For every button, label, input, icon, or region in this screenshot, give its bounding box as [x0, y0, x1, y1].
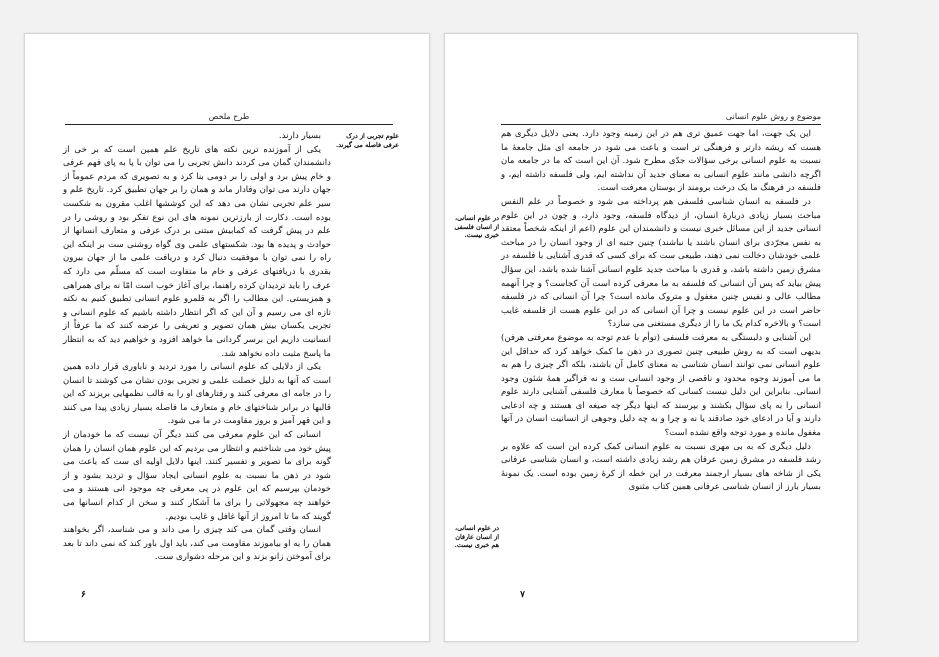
paragraph: در فلسفه به انسان شناسی فلسفی هم پرداخته می شود و خصوصاً در علم النفس مباحث بسیار زیادی دربارهٔ انسان، از دیدگاه فلسفه، وجود دارد، و چون در این علوم انسانی جدید از این مسائل خبری نیست و دانشمندان این علوم (اعم از اینکه شخصاً معتقد به نفس مجرّدی برای انسان باشند یا نباشند) چنین جنبه ای از وجود انسان را در مباحث علمی خودشان دخالت نمی دهند، طبیعی ست که برای کسی که قدری آشنایی با فلسفه در مشرق زمین داشته باشد، و قدری با مباحث جدید علوم انسانی آشنا شده باشد، این سؤال پیش بیاید که پس آن انسانی که فلسفه به ما معرفی کرده است آن کجاست؟ و چرا آنهمه مطالب عالی و نفیس چنین مغفول و متروک مانده است؟ چرا آن انسانی که در فلسفه حاضر است در این علوم نیست و چرا آن انسانی که در این علوم هست از فلسفه غایب است؟ و بالاخره کدام یک ما را از دیگری مستغنی می سازد؟	[501, 196, 821, 330]
page-number: ۶	[81, 590, 86, 600]
left-book-page	[24, 33, 430, 642]
paragraph: این یک جهت، اما جهت عمیق تری هم در این زمینه وجود دارد. یعنی دلایل دیگری هم هست که ریشه دارتر و فرهنگی تر است و باعث می شود در جامعه ای مثل جامعهٔ ما نسبت به علوم انسانی برخی سؤالات جدّی مطرح شود. آن این است که ما در جامعه مان اگرچه دانشی مانند علوم انسانی به معنای جدید آن نداشته ایم، ولی فلسفه داشته ایم، و فلسفه در فرهنگ ما یک درخت برومند از بوستان معرفت است.	[501, 129, 821, 194]
paragraph: دلیل دیگری که به بی مهری نسبت به علوم انسانی کمک کرده این است که علاوه بر رشد فلسفه در مشرق زمین عرفان هم رشد زیادی داشته است، و انسان شناسی عرفانی یکی از شاخه های بسیار ارجمند معرفت در این خطه از کرهٔ زمین بوده است. یک نمونهٔ بسیار بارز از انسان شناسی عرفانی همین کتاب مثنوی	[501, 441, 821, 493]
running-head: طرح ملخص	[65, 112, 393, 125]
page-number: ۷	[520, 590, 525, 600]
paragraph: یکی از دلایلی که علوم انسانی را مورد تردید و ناباوری قرار داده همین است که آنها به دلیل خصلت علمی و تجربی بودن نشان می کوشند تا انسان را در جامه ای معرفی کنند و رفتارهای او را به قالب نظمهایی بریزند که این قالبها در برابر شناختهای خام و متعارف ما فاصله بسیار زیادی پیدا می کنند و این قهر آمیز و بروز مقاومت در ما می شود.	[63, 362, 331, 427]
margin-note: در علوم انسانی، از انسان عارفان هم خبری نیست.	[454, 524, 499, 550]
paragraph: انسان وقتی گمان می کند چیزی را می داند و می شناسد، اگر بخواهند همان را به او بیاموزند مقاومت می کند، باید اول باور کند که نمی داند تا بعد برای آموختن زانو بزند و این مرحله دشواری ست.	[63, 525, 331, 563]
page-body	[501, 128, 821, 495]
paragraph: یکی از آموزنده ترین نکته های تاریخ علم همین است که بر خی از دانشمندان گمان می کردند دانش تجربی را می توان با پا به پای فهم عرفی و خام پیش برد و اولی را بر دومی بنا کرد و به تصویری که مردم عموماً از جهان دارند می توان وفادار ماند و همان را بر جهان تطبیق کرد. تاریخ علم و سیر علم تجربی نشان می دهد که این کوششها اغلب مقرون به شکست بوده است. دکارت از بارزترین نمونه های این نوع تفکر بود و روشی را در علم در پیش گرفت که کمابیش مبتنی بر درک عرفی و متعارف انسانها از حوادث و پدیده ها بود. شکستهای علمی وی گواه روشنی ست بر اینکه این راه را نمی توان با موفقیت دنبال کرد و دریافت علمی ما از جهان بیرون بقدری با دریافتهای عرفی و خام ما متفاوت است که مسلّم می دارد که عرف را باید تردیدان کرده راهنما، برای آغاز خوب است امّا نه برای همراهی و همزیستی. این مطالب را اگر به قلمرو علوم انسانی تطبیق کنیم به نکته تازه ای می رسیم و آن این که اگر انتظار داشته باشیم که علوم انسانی و تجربی یکسان بیش همان تصویر و تعریفی را عرضه کنند که ما عرفاً از انسانیت داریم این برسر گردانی ما خواهد افزود و خواهیم دید که به انتظار ما پاسخ مثبت داده نخواهد شد.	[63, 144, 331, 359]
paragraph: انسانی که این علوم معرفی می کنند دیگر آن نیست که ما خودمان از پیش خود می شناختیم و انتظار می بردیم که این علوم همان انسان را همان گونه برای ما تصویر و تفسیر کنند. اینها دلایل اولیه ای ست که باعث می شود در ذهن ما نسبت به علوم انسانی ایجاد سؤال و تردید بشود و از خودمان بپرسیم که این علوم در پی معرفی چه موجود انی هستند و می خواهند چه مجهولاتی را برای ما آشکار کنند و سخن از کدام انسانها می گویند که ما تا امروز از آنها غافل و غایب بودیم.	[63, 430, 331, 522]
margin-note: علوم تجربی از درک عرفی فاصله می گیرند.	[336, 132, 399, 149]
paragraph: این آشنایی و دلبستگی به معرفت فلسفی (توأم با عدم توجه به موضوع معرفتی هرفن) بدیهی است که به روش طبیعی چنین تصوری در ذهن ما کمک خواهد کرد که حداقل این علوم انسانی نمی توانند انسان شناسی به معنای کامل آن باشند، بلکه اگر چیزی را هم به ما می آموزند وجوه محدود و ناقصی از وجود انسانی ست و نه فراگیر همهٔ شئون وجود انسانی. بنابراین این دلیل نیست کسانی که خصوصاً با معارف فلسفی آشنایی دارند علوم انسانی را به پای سؤال بکشند و بپرسند که اینها دیگر چه صیغه ای هستند و چه ادعایی دارند و آیا در ادعای خود صادقند یا نه و چرا و به چه دلیل وجوهی از انسانیت انسان در آنها مغفول مانده و مورد توجه واقع نشده است؟	[501, 332, 821, 439]
margin-note: در علوم انسانی، از انسان فلسفی خبری نیست.	[454, 214, 499, 240]
page-body	[63, 130, 331, 565]
right-book-page	[444, 33, 858, 642]
paragraph: بسیار دارند.	[278, 131, 321, 141]
running-head: موضوع و روش علوم انسانی	[501, 112, 821, 125]
